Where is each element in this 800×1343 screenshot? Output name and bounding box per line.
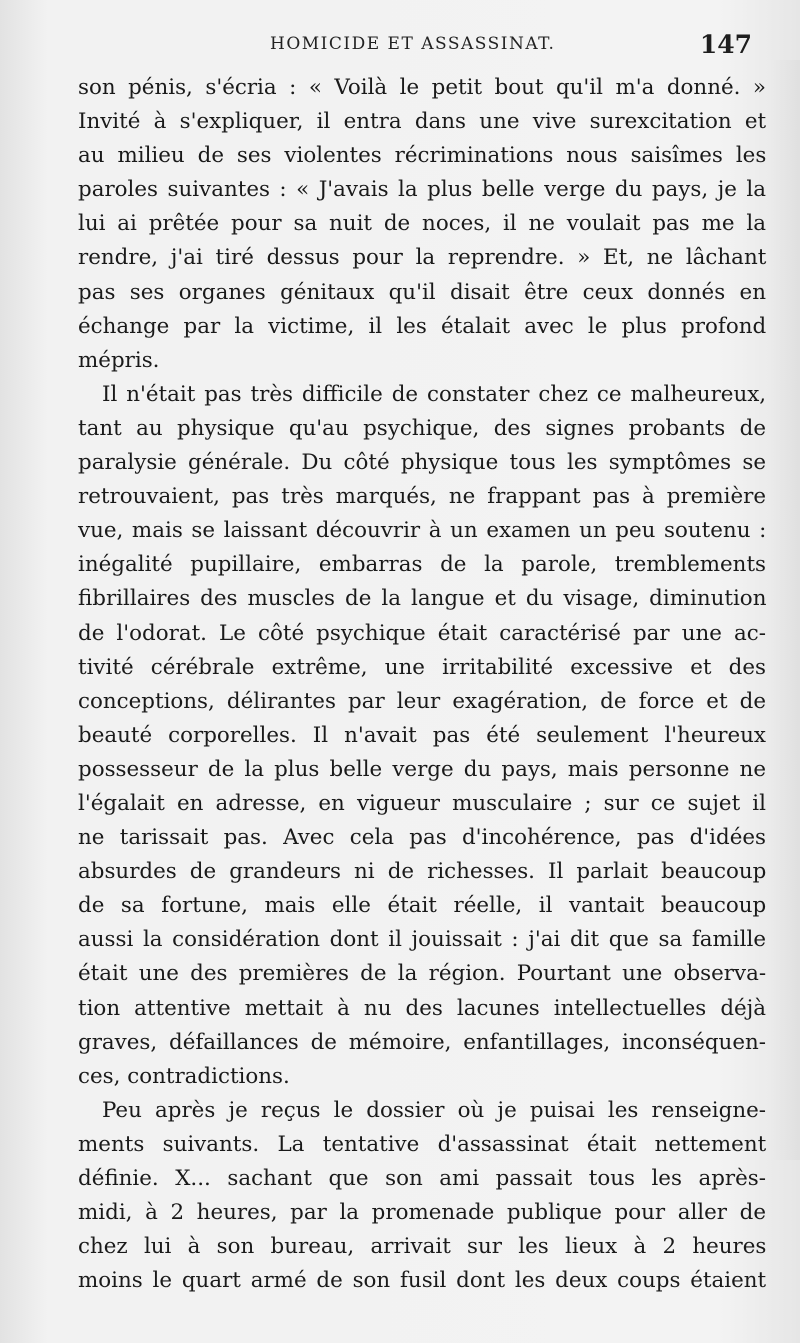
paragraph-3: [78, 1094, 766, 1299]
text-line: tant au physique qu'au psychique, des signes probants de: [78, 415, 766, 441]
page-number: 147: [699, 30, 752, 59]
paragraph-1: [78, 71, 766, 378]
text-line: vue, mais se laissant découvrir à un examen un peu soutenu :: [78, 518, 767, 544]
text-line: ments suivants. La tentative d'assassinat était nettement: [78, 1131, 767, 1157]
text-line: mépris.: [78, 347, 160, 373]
text-line: pas ses organes génitaux qu'il disait être ceux donnés en: [78, 279, 766, 305]
text-line: de sa fortune, mais elle était réelle, il vantait beaucoup: [78, 893, 767, 919]
paragraph-2: [78, 378, 766, 1094]
page-header: [78, 30, 760, 64]
text-line: tivité cérébrale extrême, une irritabilité excessive et des: [78, 654, 766, 680]
text-line: son pénis, s'écria : « Voilà le petit bout qu'il m'a donné. »: [78, 75, 766, 100]
text-line: de l'odorat. Le côté psychique était caractérisé par une ac-: [78, 620, 766, 646]
text-line: définie. X... sachant que son ami passait tous les après-: [78, 1166, 766, 1191]
text-line: conceptions, délirantes par leur exagération, de force et de: [78, 688, 766, 714]
text-line: ces, contradictions.: [78, 1063, 290, 1089]
text-line: midi, à 2 heures, par la promenade publique pour aller de: [78, 1200, 766, 1226]
text-line: au milieu de ses violentes récriminations nous saisîmes les: [78, 143, 767, 169]
text-line: beauté corporelles. Il n'avait pas été seulement l'heureux: [78, 722, 766, 748]
text-line: était une des premières de la région. Pourtant une observa-: [78, 961, 767, 987]
text-line: lui ai prêtée pour sa nuit de noces, il ne voulait pas me la: [78, 211, 766, 237]
text-line: moins le quart armé de son fusil dont les deux coups étaient: [78, 1268, 767, 1294]
text-line: chez lui à son bureau, arrivait sur les lieux à 2 heures: [78, 1234, 767, 1260]
text-line: possesseur de la plus belle verge du pays, mais personne ne: [78, 756, 766, 782]
text-line: fibrillaires des muscles de la langue et du visage, diminution: [78, 586, 767, 612]
page-edge-shadow: [770, 60, 800, 1160]
text-line: rendre, j'ai tiré dessus pour la reprendre. » Et, ne lâchant: [78, 245, 767, 271]
running-title: HOMICIDE ET ASSASSINAT.: [270, 34, 556, 54]
text-line: retrouvaient, pas très marqués, ne frappant pas à première: [78, 484, 766, 510]
text-line: Peu après je reçus le dossier où je puisai les renseigne-: [102, 1097, 766, 1123]
text-line: graves, défaillances de mémoire, enfantillages, inconséquen-: [78, 1029, 766, 1055]
text-line: ne tarissait pas. Avec cela pas d'incohérence, pas d'idées: [78, 825, 766, 851]
text-line: paralysie générale. Du côté physique tous les symptômes se: [78, 450, 766, 476]
body-text: [78, 71, 766, 1298]
text-line: paroles suivantes : « J'avais la plus belle verge du pays, je la: [78, 177, 766, 203]
text-line: tion attentive mettait à nu des lacunes intellectuelles déjà: [78, 995, 767, 1021]
text-line: échange par la victime, il les étalait avec le plus profond: [78, 313, 767, 339]
text-line: Il n'était pas très difficile de constater chez ce malheureux,: [102, 381, 767, 407]
text-line: Invité à s'expliquer, il entra dans une vive surexcitation et: [78, 109, 767, 135]
text-line: l'égalait en adresse, en vigueur musculaire ; sur ce sujet il: [78, 790, 766, 816]
text-line: inégalité pupillaire, embarras de la parole, tremblements: [78, 552, 767, 578]
text-line: absurdes de grandeurs ni de richesses. Il parlait beaucoup: [78, 859, 767, 885]
text-line: aussi la considération dont il jouissait : j'ai dit que sa famille: [78, 927, 766, 953]
